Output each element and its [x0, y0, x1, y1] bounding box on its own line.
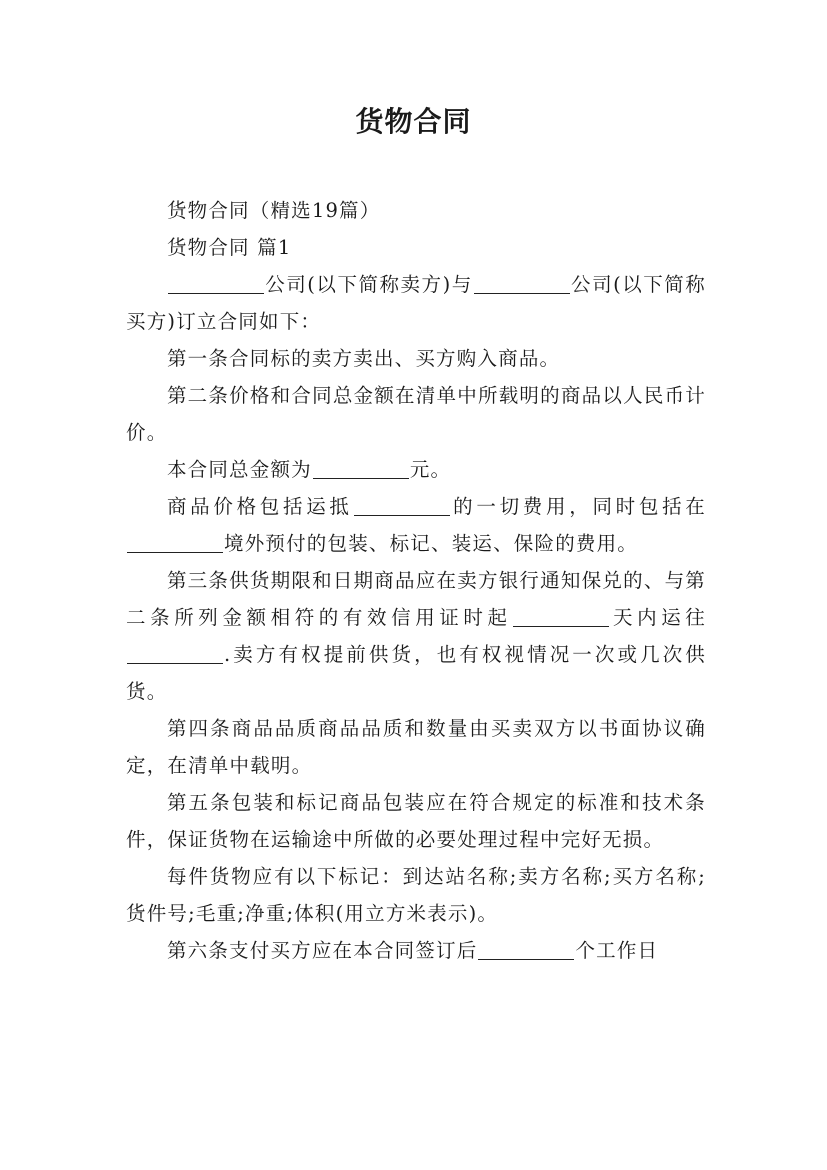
text-article-2: 第二条价格和合同总金额在清单中所载明的商品以人民币计价。	[126, 384, 706, 444]
paragraph-price-includes	[126, 488, 706, 562]
text-article-5: 第五条包装和标记商品包装应在符合规定的标准和技术条件，保证货物在运输途中所做的必要处理过程中完好无损。	[126, 791, 706, 851]
text-working-days: 个工作日	[575, 939, 659, 962]
blank-ship-destination	[127, 643, 223, 664]
text-prepaid-costs: 境外预付的包装、标记、装运、保险的费用。	[224, 532, 639, 555]
document-title: 货物合同	[355, 105, 472, 138]
text-article-6: 第六条支付买方应在本合同签订后	[166, 939, 478, 962]
text-article-3: 第三条供货期限和日期商品应在卖方银行通知保兑的、与第二条所列金额相符的有效信用证时起	[126, 569, 706, 629]
collection-heading	[126, 192, 706, 229]
blank-location	[127, 532, 223, 553]
paragraph-article-2	[126, 377, 706, 451]
paragraph-article-5	[126, 784, 706, 858]
text-buyer-company: 公司(以下简称买方)订立合同如下：	[126, 273, 706, 333]
blank-days	[513, 606, 609, 627]
text-currency-unit: 元。	[409, 458, 452, 481]
document-body	[126, 192, 706, 969]
blank-buyer-company	[474, 273, 570, 294]
article-heading	[126, 229, 706, 266]
text-ship-to: 天内运往	[609, 606, 706, 629]
paragraph-total-amount	[126, 451, 706, 488]
text-markings: 每件货物应有以下标记：到达站名称;卖方名称;买方名称;货件号;毛重;净重;体积(用立方米表示)。	[126, 865, 706, 925]
article-heading-text: 货物合同 篇1	[166, 236, 292, 259]
paragraph-article-4	[126, 710, 706, 784]
paragraph-markings	[126, 858, 706, 932]
text-price-includes: 商品价格包括运抵	[166, 495, 353, 518]
text-article-1: 第一条合同标的卖方卖出、买方购入商品。	[166, 347, 561, 370]
collection-heading-text: 货物合同（精选19篇）	[166, 199, 381, 222]
blank-destination	[354, 495, 450, 516]
paragraph-article-6	[126, 932, 706, 969]
blank-seller-company	[168, 273, 264, 294]
paragraph-article-1	[126, 340, 706, 377]
text-seller-company: 公司(以下简称卖方)与	[264, 273, 473, 296]
text-early-delivery: .卖方有权提前供货，也有权视情况一次或几次供货。	[126, 643, 706, 703]
blank-working-days	[478, 939, 574, 960]
blank-total-amount	[313, 458, 409, 479]
text-costs: 的一切费用，同时包括在	[450, 495, 707, 518]
paragraph-article-3	[126, 562, 706, 710]
text-total-amount: 本合同总金额为	[166, 458, 312, 481]
paragraph-parties	[126, 266, 706, 340]
text-article-4: 第四条商品品质商品品质和数量由买卖双方以书面协议确定，在清单中载明。	[126, 717, 706, 777]
